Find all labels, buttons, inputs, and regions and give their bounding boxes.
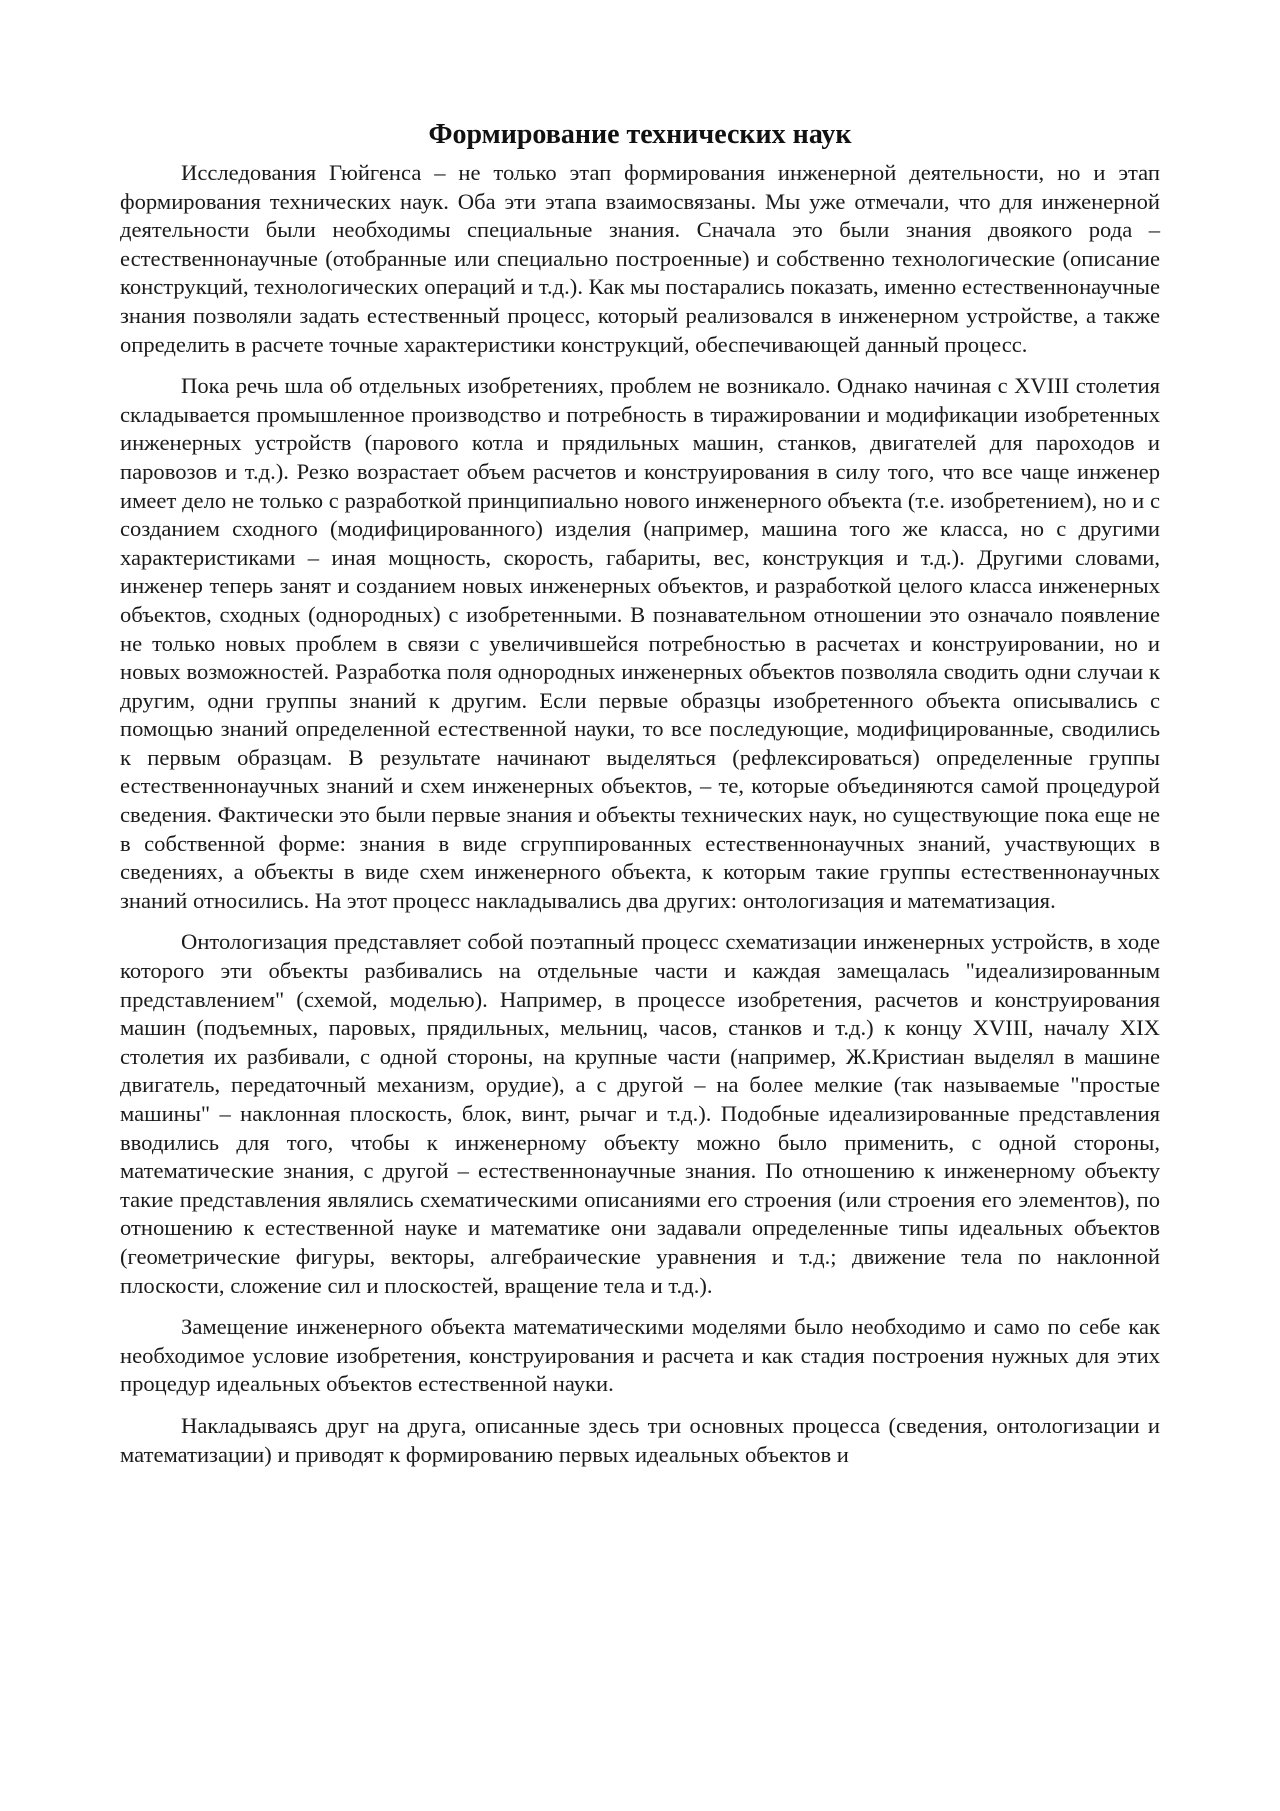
document-title: Формирование технических наук xyxy=(428,119,852,150)
paragraph-1: Исследования Гюйгенса – не только этап формирования инженерной деятельности, но и этап формирования технических наук. Оба эти этапа взаимосвязаны. Мы уже отмечали, что для инженерной деятельности были необходимы специальные знания. Сначала это были знания двоякого рода – естественнонаучные (отобранные или специально построенные) и собственно технологические (описание конструкций, технологических операций и т.д.). Как мы постарались показать, именно естественнонаучные знания позволяли задать естественный процесс, который реализовался в инженерном устройстве, а также определить в расчете точные характеристики конструкций, обеспечивающей данный процесс. xyxy=(120,160,1160,357)
document-body xyxy=(120,118,1160,1482)
paragraph-5: Накладываясь друг на друга, описанные здесь три основных процесса (сведения, онтологизации и математизации) и приводят к формированию первых идеальных объектов и xyxy=(120,1412,1160,1467)
paragraph-4: Замещение инженерного объекта математическими моделями было необходимо и само по себе как необходимое условие изобретения, конструирования и расчета и как стадия построения нужных для этих процедур идеальных объектов естественной науки. xyxy=(120,1314,1160,1397)
paragraph-2: Пока речь шла об отдельных изобретениях, проблем не возникало. Однако начиная с XVIII столетия складывается промышленное производство и потребность в тиражировании и модификации изобретенных инженерных устройств (парового котла и прядильных машин, станков, двигателей для пароходов и паровозов и т.д.). Резко возрастает объем расчетов и конструирования в силу того, что все чаще инженер имеет дело не только с разработкой принципиально нового инженерного объекта (т.е. изобретением), но и с созданием сходного (модифицированного) изделия (например, машина того же класса, но с другими характеристиками – иная мощность, скорость, габариты, вес, конструкция и т.д.). Другими словами, инженер теперь занят и созданием новых инженерных объектов, и разработкой целого класса инженерных объектов, сходных (однородных) с изобретенными. В познавательном отношении это означало появление не только новых проблем в связи с увеличившейся потребностью в расчетах и конструировании, но и новых возможностей. Разработка поля однородных инженерных объектов позволяла сводить одни случаи к другим, одни группы знаний к другим. Если первые образцы изобретенного объекта описывались с помощью знаний определенной естественной науки, то все последующие, модифицированные, сводились к первым образцам. В результате начинают выделяться (рефлексироваться) определенные группы естественнонаучных знаний и схем инженерных объектов, – те, которые объединяются самой процедурой сведения. Фактически это были первые знания и объекты технических наук, но существующие пока еще не в собственной форме: знания в виде сгруппированных естественнонаучных знаний, участвующих в сведениях, а объекты в виде схем инженерного объекта, к которым такие группы естественнонаучных знаний относились. На этот процесс накладывались два других: онтологизация и математизация. xyxy=(120,373,1160,913)
paragraph-3: Онтологизация представляет собой поэтапный процесс схематизации инженерных устройств, в ходе которого эти объекты разбивались на отдельные части и каждая замещалась "идеализированным представлением" (схемой, моделью). Например, в процессе изобретения, расчетов и конструирования машин (подъемных, паровых, прядильных, мельниц, часов, станков и т.д.) к концу XVIII, началу XIX столетия их разбивали, с одной стороны, на крупные части (например, Ж.Кристиан выделял в машине двигатель, передаточный механизм, орудие), а с другой – на более мелкие (так называемые "простые машины" – наклонная плоскость, блок, винт, рычаг и т.д.). Подобные идеализированные представления вводились для того, чтобы к инженерному объекту можно было применить, с одной стороны, математические знания, с другой – естественнонаучные знания. По отношению к инженерному объекту такие представления являлись схематическими описаниями его строения (или строения его элементов), по отношению к естественной науке и математике они задавали определенные типы идеальных объектов (геометрические фигуры, векторы, алгебраические уравнения и т.д.; движение тела по наклонной плоскости, сложение сил и плоскостей, вращение тела и т.д.). xyxy=(120,929,1160,1298)
